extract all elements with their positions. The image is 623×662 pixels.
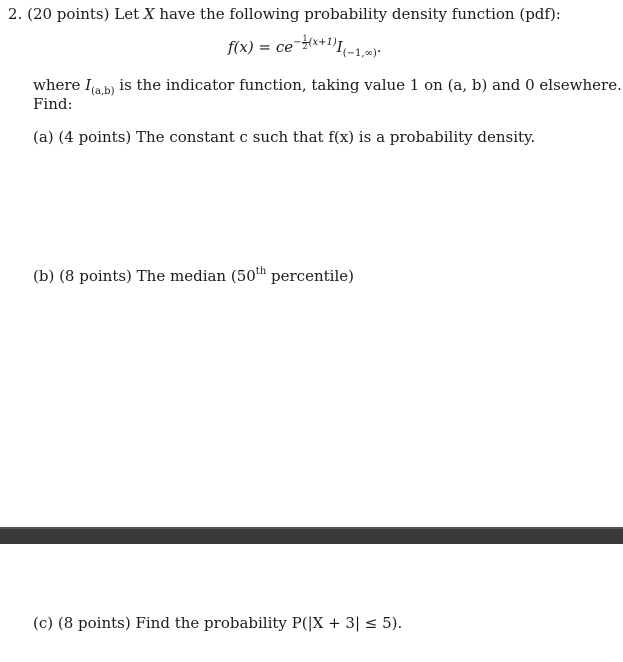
part-b-superscript: th [255,266,267,277]
formula-exponent [293,34,337,51]
part-b [33,267,354,288]
indicator-subscript: (−1,∞) [342,48,377,59]
random-variable-x: X [143,5,155,23]
part-a: (a) (4 points) The constant c such that f(x) is a probability density. [33,128,536,146]
indicator-symbol: I [336,38,343,56]
where-indicator: I [85,76,92,94]
exponent-minus: − [293,37,302,48]
part-b-prefix: (b) (8 points) The median (50 [33,267,256,285]
formula-lhs: f(x) = ce [228,38,294,56]
where-indicator-subscript: (a,b) [91,86,115,97]
exponent-rest: (x+1) [308,37,337,48]
problem-intro-prefix: (20 points) Let [27,5,144,23]
where-clause [33,76,622,97]
problem-statement [8,5,561,23]
find-label: Find: [33,95,73,113]
fraction-numerator: 1 [302,34,308,43]
problem-intro-suffix: have the following probability density function (pdf): [154,5,561,23]
part-c: (c) (8 points) Find the probability P(|X + 3| ≤ 5). [33,614,403,632]
where-suffix: is the indicator function, taking value 1 on (a, b) and 0 elsewhere. [114,76,622,94]
where-prefix: where [33,76,86,94]
exponent-fraction [302,35,309,50]
page-separator-bar [0,527,623,544]
problem-number: 2. [8,5,23,23]
pdf-formula [228,34,382,59]
part-b-suffix: percentile) [266,267,354,285]
formula-end: . [376,38,382,56]
fraction-denominator: 2 [302,42,308,51]
